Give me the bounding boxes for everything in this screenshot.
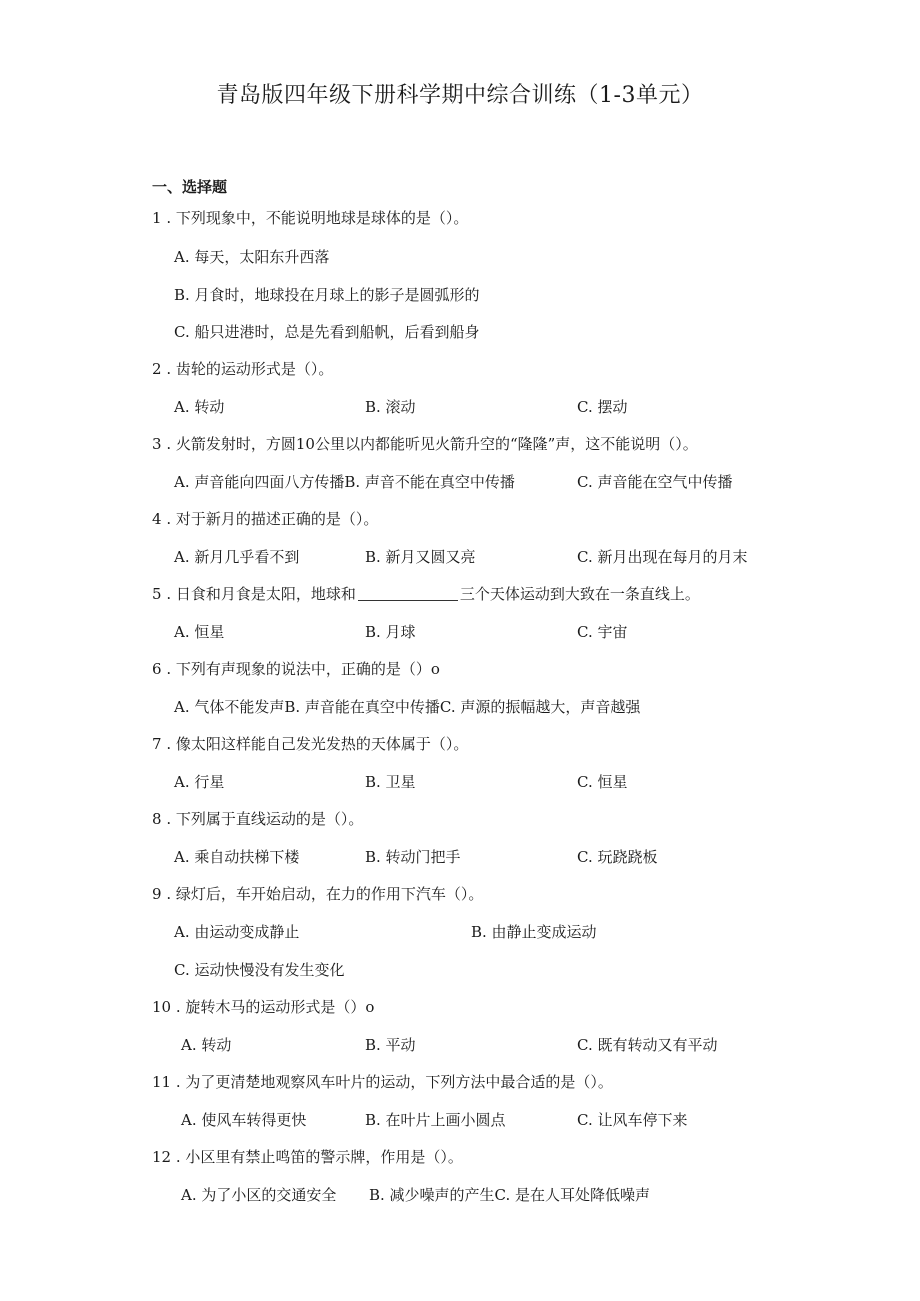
question-text-after: 三个天体运动到大致在一条直线上。 xyxy=(459,585,700,603)
q12-option-bc: B. 减少噪声的产生C. 是在人耳处降低噪声 xyxy=(369,1186,651,1204)
question-11 xyxy=(152,1071,613,1092)
q9-option-a: A. 由运动变成静止 xyxy=(174,923,300,941)
q2-option-c: C. 摆动 xyxy=(577,398,628,416)
q11-option-a: A. 使风车转得更快 xyxy=(181,1111,307,1129)
question-text: . 对于新月的描述正确的是（）。 xyxy=(166,510,379,528)
question-text: . 为了更清楚地观察风车叶片的运动，下列方法中最合适的是（）。 xyxy=(175,1073,613,1091)
question-number: 11 xyxy=(152,1073,172,1091)
q1-option-b: B. 月食时，地球投在月球上的影子是圆弧形的 xyxy=(174,286,480,304)
question-number: 3 xyxy=(152,435,162,453)
q4-option-b: B. 新月又圆又亮 xyxy=(365,548,476,566)
question-number: 9 xyxy=(152,885,162,903)
q11-option-b: B. 在叶片上画小圆点 xyxy=(365,1111,506,1129)
question-text: . 小区里有禁止鸣笛的警示牌，作用是（）。 xyxy=(175,1148,463,1166)
section-heading: 一、选择题 xyxy=(152,178,228,196)
page-title: 青岛版四年级下册科学期中综合训练（1-3单元） xyxy=(216,83,704,108)
question-text: . 像太阳这样能自己发光发热的天体属于（）。 xyxy=(166,735,469,753)
question-number: 2 xyxy=(152,360,162,378)
question-text: . 下列属于直线运动的是（）。 xyxy=(166,810,364,828)
question-number: 12 xyxy=(152,1148,172,1166)
question-9 xyxy=(152,883,483,904)
q2-option-b: B. 滚动 xyxy=(365,398,416,416)
question-6 xyxy=(152,658,440,679)
q12-option-a: A. 为了小区的交通安全 xyxy=(181,1186,337,1204)
q8-option-b: B. 转动门把手 xyxy=(365,848,461,866)
q5-option-b: B. 月球 xyxy=(365,623,416,641)
q2-option-a: A. 转动 xyxy=(174,398,225,416)
question-number: 6 xyxy=(152,660,162,678)
q4-option-a: A. 新月几乎看不到 xyxy=(174,548,300,566)
question-5 xyxy=(152,583,700,604)
question-text: . 下列现象中，不能说明地球是球体的是（）。 xyxy=(166,209,469,227)
q1-option-c: C. 船只进港时，总是先看到船帆，后看到船身 xyxy=(174,323,480,341)
q7-option-b: B. 卫星 xyxy=(365,773,416,791)
question-text: . 旋转木马的运动形式是（）o xyxy=(175,998,375,1016)
question-12 xyxy=(152,1146,463,1167)
q3-option-ab: A. 声音能向四面八方传播B. 声音不能在真空中传播 xyxy=(174,473,515,491)
question-number: 4 xyxy=(152,510,162,528)
question-number: 7 xyxy=(152,735,162,753)
question-number: 8 xyxy=(152,810,162,828)
q3-option-c: C. 声音能在空气中传播 xyxy=(577,473,733,491)
question-1 xyxy=(152,207,468,228)
q7-option-a: A. 行星 xyxy=(174,773,225,791)
question-10 xyxy=(152,996,374,1017)
question-text: . 绿灯后，车开始启动，在力的作用下汽车（）。 xyxy=(166,885,484,903)
q1-option-a: A. 每天，太阳东升西落 xyxy=(174,248,330,266)
question-2 xyxy=(152,358,333,379)
q8-option-a: A. 乘自动扶梯下楼 xyxy=(174,848,300,866)
question-number: 1 xyxy=(152,209,162,227)
q6-options: A. 气体不能发声B. 声音能在真空中传播C. 声源的振幅越大，声音越强 xyxy=(174,698,641,716)
q5-option-c: C. 宇宙 xyxy=(577,623,628,641)
question-text: . 下列有声现象的说法中，正确的是（）o xyxy=(166,660,440,678)
q7-option-c: C. 恒星 xyxy=(577,773,628,791)
question-number: 5 xyxy=(152,585,162,603)
q10-option-c: C. 既有转动又有平动 xyxy=(577,1036,718,1054)
q11-option-c: C. 让风车停下来 xyxy=(577,1111,688,1129)
q4-option-c: C. 新月出现在每月的月末 xyxy=(577,548,748,566)
question-text: . 火箭发射时，方圆10公里以内都能听见火箭升空的“隆隆”声，这不能说明（）。 xyxy=(166,435,698,453)
q10-option-a: A. 转动 xyxy=(181,1036,232,1054)
q9-option-b: B. 由静止变成运动 xyxy=(471,923,597,941)
q8-option-c: C. 玩跷跷板 xyxy=(577,848,658,866)
q9-option-c: C. 运动快慢没有发生变化 xyxy=(174,961,345,979)
question-text-before: . 日食和月食是太阳，地球和 xyxy=(166,585,356,603)
q5-option-a: A. 恒星 xyxy=(174,623,225,641)
question-7 xyxy=(152,733,468,754)
question-3 xyxy=(152,433,698,454)
fill-in-blank xyxy=(358,600,458,601)
question-number: 10 xyxy=(152,998,172,1016)
question-4 xyxy=(152,508,378,529)
question-8 xyxy=(152,808,363,829)
q10-option-b: B. 平动 xyxy=(365,1036,416,1054)
question-text: . 齿轮的运动形式是（）。 xyxy=(166,360,334,378)
